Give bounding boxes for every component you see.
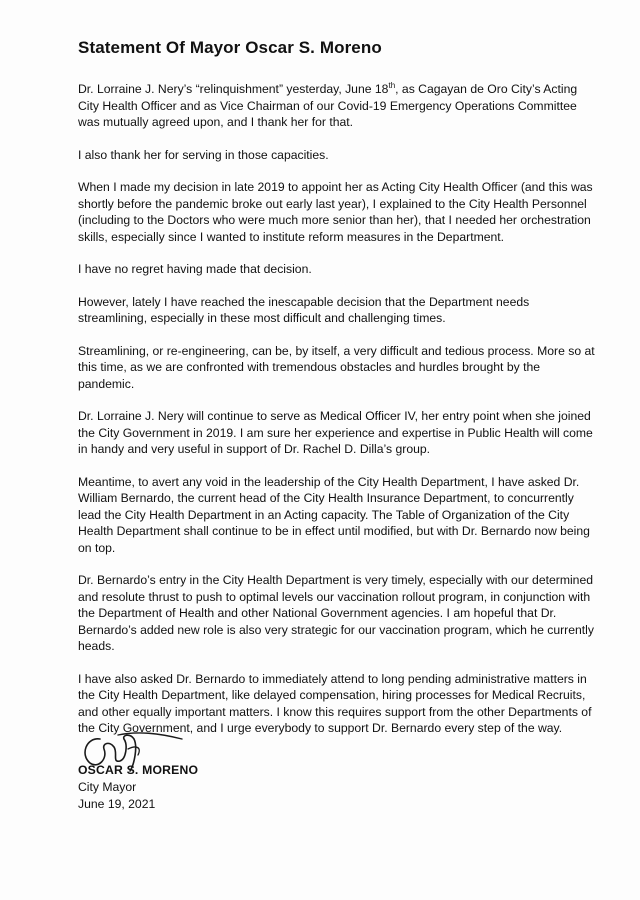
document-body (78, 81, 598, 753)
paragraph-1 (78, 81, 598, 131)
ordinal-suffix: th (388, 80, 396, 90)
paragraph-7: Dr. Lorraine J. Nery will continue to serve as Medical Officer IV, her entry point when she joined the City Government in 2019. I am sure her experience and expertise in Public Health will come in handy and very useful in support of Dr. Rachel D. Dilla’s group. (78, 409, 593, 456)
paragraph-3: When I made my decision in late 2019 to appoint her as Acting City Health Officer (and this was shortly before the pandemic broke out early last year), I explained to the City Health Personnel (including to the Doctors who were much more senior than her), that I needed her orchestration skills, especially since I wanted to institute reform measures in the Department. (78, 180, 593, 244)
document-title: Statement Of Mayor Oscar S. Moreno (78, 38, 382, 57)
paragraph-10: I have also asked Dr. Bernardo to immediately attend to long pending administrative matters in the City Health Department, like delayed compensation, hiring processes for Medical Recruits, and other equally important matters. I know this requires support from the other Departments of the City Government, and I urge everybody to support Dr. Bernardo every step of the way. (78, 671, 592, 735)
paragraph-5: However, lately I have reached the inescapable decision that the Department needs streamlining, especially in these most difficult and challenging times. (78, 294, 530, 325)
signature-block (78, 725, 318, 815)
signatory-name: OSCAR S. MORENO (78, 763, 199, 777)
paragraph-1-text: Dr. Lorraine J. Nery’s “relinquishment” yesterday, June 18 (78, 82, 389, 96)
paragraph-6: Streamlining, or re-engineering, can be, by itself, a very difficult and tedious process. More so at this time, as we are confronted with tremendous obstacles and hurdles brought by the pandemic. (78, 343, 595, 391)
signatory-position: City Mayor (78, 780, 137, 794)
paragraph-9: Dr. Bernardo’s entry in the City Health Department is very timely, especially with our determined and resolute thrust to push to optimal levels our vaccination rollout program, in conjunction with the Department of Health and other National Government agencies. I am hopeful that Dr. Bernardo’s added new role is also very strategic for our vaccination program, which he currently heads. (78, 573, 594, 653)
paragraph-2: I also thank her for serving in those capacities. (78, 147, 329, 162)
paragraph-4: I have no regret having made that decision. (78, 262, 312, 276)
signature-date: June 19, 2021 (78, 797, 156, 811)
paragraph-8: Meantime, to avert any void in the leadership of the City Health Department, I have asked Dr. William Bernardo, the current head of the City Health Insurance Department, to concurrently lead the City Health Department in an Acting capacity. The Table of Organization of the City Health Department shall continue to be in effect until modified, but with Dr. Bernardo now being on top. (78, 474, 590, 555)
paragraph-1-text-cont: , as Cagayan de Oro City’s Acting City Health Officer and as Vice Chairman of our Covid-19 Emergency Operations Committee was mutually agreed upon, and I thank her for that. (78, 82, 578, 129)
